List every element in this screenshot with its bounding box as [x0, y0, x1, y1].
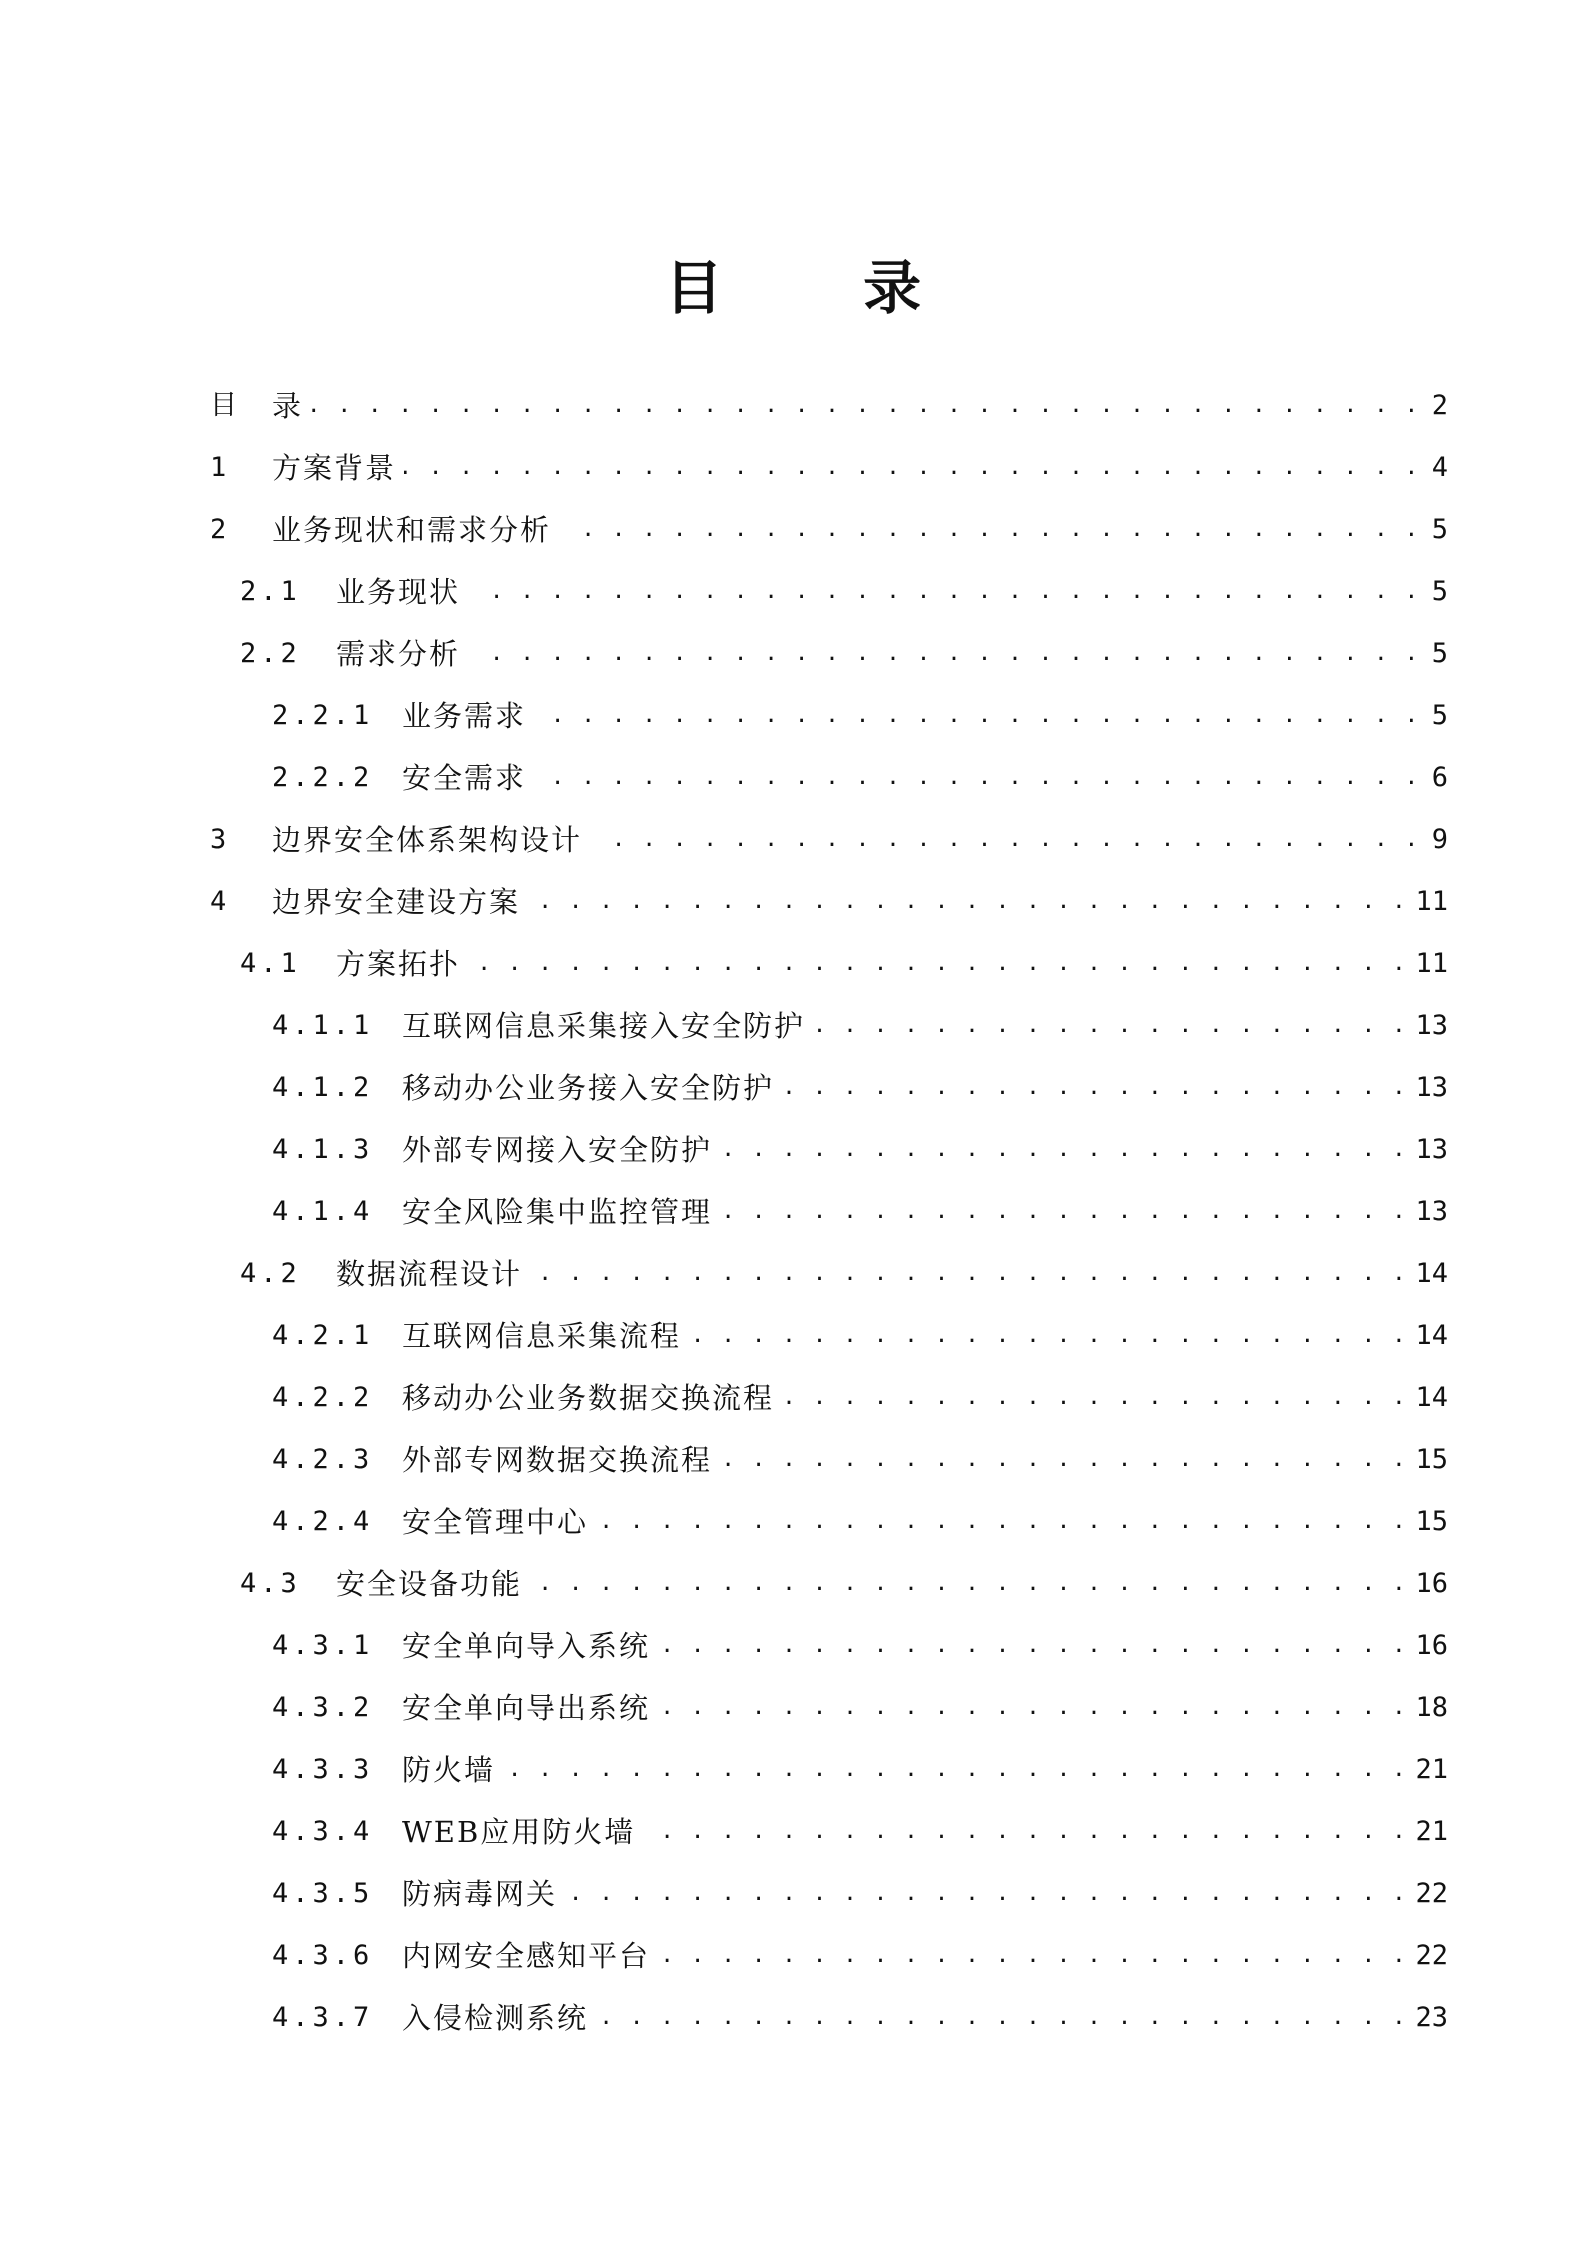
toc-entry-number: 2.2.1: [272, 700, 374, 731]
toc-entry-title: 安全需求: [402, 761, 527, 795]
toc-dot-leader: [813, 995, 1407, 1057]
toc-dot-leader: [311, 375, 1420, 437]
toc-dot-leader: [565, 1863, 1407, 1925]
toc-dot-leader: [782, 1057, 1407, 1119]
toc-dot-leader: [468, 561, 1420, 623]
toc-entry-page-number: 21: [1415, 1754, 1448, 1785]
toc-entry-page-number: 16: [1415, 1568, 1448, 1599]
toc-entry-number: 4.2: [240, 1258, 301, 1289]
toc-entry-number: 2.2.2: [272, 762, 374, 793]
toc-entry-number: 4.2.2: [272, 1382, 374, 1413]
toc-entry-page-number: 2: [1431, 390, 1448, 421]
toc-entry-number: 4.3.5: [272, 1878, 374, 1909]
toc-entry[interactable]: [272, 1429, 1448, 1491]
toc-entry-title: 方案背景: [272, 451, 397, 485]
toc-entry-page-number: 22: [1415, 1940, 1448, 1971]
toc-dot-leader: [503, 1739, 1407, 1801]
toc-entry[interactable]: [272, 1181, 1448, 1243]
toc-entry-title: 防病毒网关: [402, 1877, 558, 1911]
toc-entry[interactable]: [210, 499, 1448, 561]
toc-entry-title: 移动办公业务接入安全防护: [402, 1071, 775, 1105]
toc-entry[interactable]: [272, 1677, 1448, 1739]
toc-dot-leader: [643, 1801, 1407, 1863]
toc-dot-leader: [720, 1429, 1407, 1491]
toc-dot-leader: [658, 1677, 1407, 1739]
toc-entry-number: 4.1.2: [272, 1072, 374, 1103]
toc-entry-number: 4.1.1: [272, 1010, 374, 1041]
toc-dot-leader: [596, 1491, 1407, 1553]
toc-entry-title: 安全单向导出系统: [402, 1691, 651, 1725]
toc-dot-leader: [658, 1615, 1407, 1677]
toc-entry-number: 4.3.1: [272, 1630, 374, 1661]
toc-entry-number: 4.2.3: [272, 1444, 374, 1475]
toc-entry-title: 互联网信息采集流程: [402, 1319, 682, 1353]
toc-entry[interactable]: [272, 1739, 1448, 1801]
toc-dot-leader: [658, 1925, 1407, 1987]
toc-dot-leader: [468, 623, 1420, 685]
toc-entry[interactable]: [240, 623, 1448, 685]
toc-entry-page-number: 18: [1415, 1692, 1448, 1723]
toc-dot-leader: [530, 1553, 1407, 1615]
toc-entry-title: 需求分析: [336, 637, 461, 671]
toc-entry[interactable]: [272, 1987, 1448, 2049]
toc-dot-leader: [720, 1181, 1407, 1243]
toc-entry-number: 目: [210, 390, 241, 421]
toc-entry-title: 业务现状和需求分析: [272, 513, 552, 547]
toc-entry-page-number: 15: [1415, 1506, 1448, 1537]
toc-entry-page-number: 5: [1431, 576, 1448, 607]
toc-dot-leader: [596, 1987, 1407, 2049]
toc-entry[interactable]: [240, 1243, 1448, 1305]
toc-entry-page-number: 5: [1431, 638, 1448, 669]
toc-entry-number: 4.3.6: [272, 1940, 374, 1971]
toc-entry-page-number: 13: [1415, 1134, 1448, 1165]
toc-entry-number: 2.2: [240, 638, 301, 669]
toc-entry[interactable]: [272, 1367, 1448, 1429]
toc-entry-page-number: 11: [1415, 886, 1448, 917]
toc-entry-title: 内网安全感知平台: [402, 1939, 651, 1973]
toc-entry-page-number: 5: [1431, 514, 1448, 545]
toc-dot-leader: [468, 933, 1407, 995]
toc-entry-page-number: 6: [1431, 762, 1448, 793]
toc-entry-title: 边界安全体系架构设计: [272, 823, 583, 857]
toc-entry-number: 1: [210, 452, 231, 483]
toc-entry[interactable]: [272, 1801, 1448, 1863]
toc-entry-title: 安全设备功能: [336, 1567, 523, 1601]
toc-entry[interactable]: [272, 1925, 1448, 1987]
toc-entry-page-number: 16: [1415, 1630, 1448, 1661]
toc-entry-title: 安全单向导入系统: [402, 1629, 651, 1663]
toc-entry-title: 入侵检测系统: [402, 2001, 589, 2035]
toc-entry-title: 业务现状: [336, 575, 461, 609]
toc-entry-title: 移动办公业务数据交换流程: [402, 1381, 775, 1415]
toc-entry[interactable]: [272, 685, 1448, 747]
toc-entry[interactable]: [272, 1057, 1448, 1119]
toc-entry[interactable]: [272, 1305, 1448, 1367]
toc-entry-page-number: 11: [1415, 948, 1448, 979]
toc-dot-leader: [720, 1119, 1407, 1181]
toc-dot-leader: [782, 1367, 1407, 1429]
toc-entry-page-number: 14: [1415, 1320, 1448, 1351]
toc-entry[interactable]: [272, 1863, 1448, 1925]
toc-entry-number: 3: [210, 824, 231, 855]
toc-dot-leader: [404, 437, 1420, 499]
toc-entry-title: 边界安全建设方案: [272, 885, 521, 919]
toc-entry[interactable]: [240, 561, 1448, 623]
toc-entry[interactable]: [272, 995, 1448, 1057]
toc-entry[interactable]: [210, 809, 1448, 871]
toc-entry-title: 安全管理中心: [402, 1505, 589, 1539]
toc-entry-number: 4.1: [240, 948, 301, 979]
toc-entry[interactable]: [210, 375, 1448, 437]
toc-dot-leader: [689, 1305, 1407, 1367]
toc-entry-title: 方案拓扑: [336, 947, 461, 981]
toc-entry-page-number: 14: [1415, 1258, 1448, 1289]
toc-entry-page-number: 22: [1415, 1878, 1448, 1909]
toc-entry-page-number: 14: [1415, 1382, 1448, 1413]
toc-entry-title: 数据流程设计: [336, 1257, 523, 1291]
toc-entry-number: 4.3.3: [272, 1754, 374, 1785]
toc-entry-title: 业务需求: [402, 699, 527, 733]
toc-dot-leader: [528, 871, 1407, 933]
toc-dot-leader: [534, 747, 1420, 809]
toc-entry[interactable]: [240, 1553, 1448, 1615]
toc-entry-page-number: 13: [1415, 1010, 1448, 1041]
toc-entry-page-number: 4: [1431, 452, 1448, 483]
toc-entry-title: 互联网信息采集接入安全防护: [402, 1009, 806, 1043]
toc-entry-number: 4.2.4: [272, 1506, 374, 1537]
toc-dot-leader: [590, 809, 1420, 871]
toc-dot-leader: [534, 685, 1420, 747]
toc-entry-number: 2: [210, 514, 231, 545]
toc-entry-number: 4.2.1: [272, 1320, 374, 1351]
toc-entry-title: 外部专网数据交换流程: [402, 1443, 713, 1477]
toc-dot-leader: [530, 1243, 1407, 1305]
toc-entry-title: 防火墙: [402, 1753, 496, 1787]
toc-entry-title: 安全风险集中监控管理: [402, 1195, 713, 1229]
toc-entry-title: WEB应用防火墙: [402, 1815, 636, 1849]
toc-entry-number: 4: [210, 886, 231, 917]
toc-entry-page-number: 23: [1415, 2002, 1448, 2033]
toc-entry[interactable]: [240, 933, 1448, 995]
toc-entry-number: 4.3.2: [272, 1692, 374, 1723]
toc-entry[interactable]: [272, 1119, 1448, 1181]
toc-entry-number: 4.1.3: [272, 1134, 374, 1165]
toc-entry-page-number: 13: [1415, 1072, 1448, 1103]
toc-entry-page-number: 9: [1431, 824, 1448, 855]
toc-entry-title: 录: [272, 389, 304, 423]
toc-entry[interactable]: [272, 1615, 1448, 1677]
toc-entry[interactable]: [210, 871, 1448, 933]
toc-entry-page-number: 15: [1415, 1444, 1448, 1475]
toc-entry-number: 4.3.4: [272, 1816, 374, 1847]
toc-entry[interactable]: [210, 437, 1448, 499]
toc-entry-title: 外部专网接入安全防护: [402, 1133, 713, 1167]
toc-entry-page-number: 5: [1431, 700, 1448, 731]
toc-entry[interactable]: [272, 1491, 1448, 1553]
toc-dot-leader: [559, 499, 1420, 561]
toc-entry-page-number: 13: [1415, 1196, 1448, 1227]
toc-entry-page-number: 21: [1415, 1816, 1448, 1847]
page-title: 目 录: [664, 254, 982, 322]
toc-entry[interactable]: [272, 747, 1448, 809]
toc-entry-number: 4.3.7: [272, 2002, 374, 2033]
toc-entry-number: 4.3: [240, 1568, 301, 1599]
toc-entry-number: 4.1.4: [272, 1196, 374, 1227]
toc-entry-number: 2.1: [240, 576, 301, 607]
